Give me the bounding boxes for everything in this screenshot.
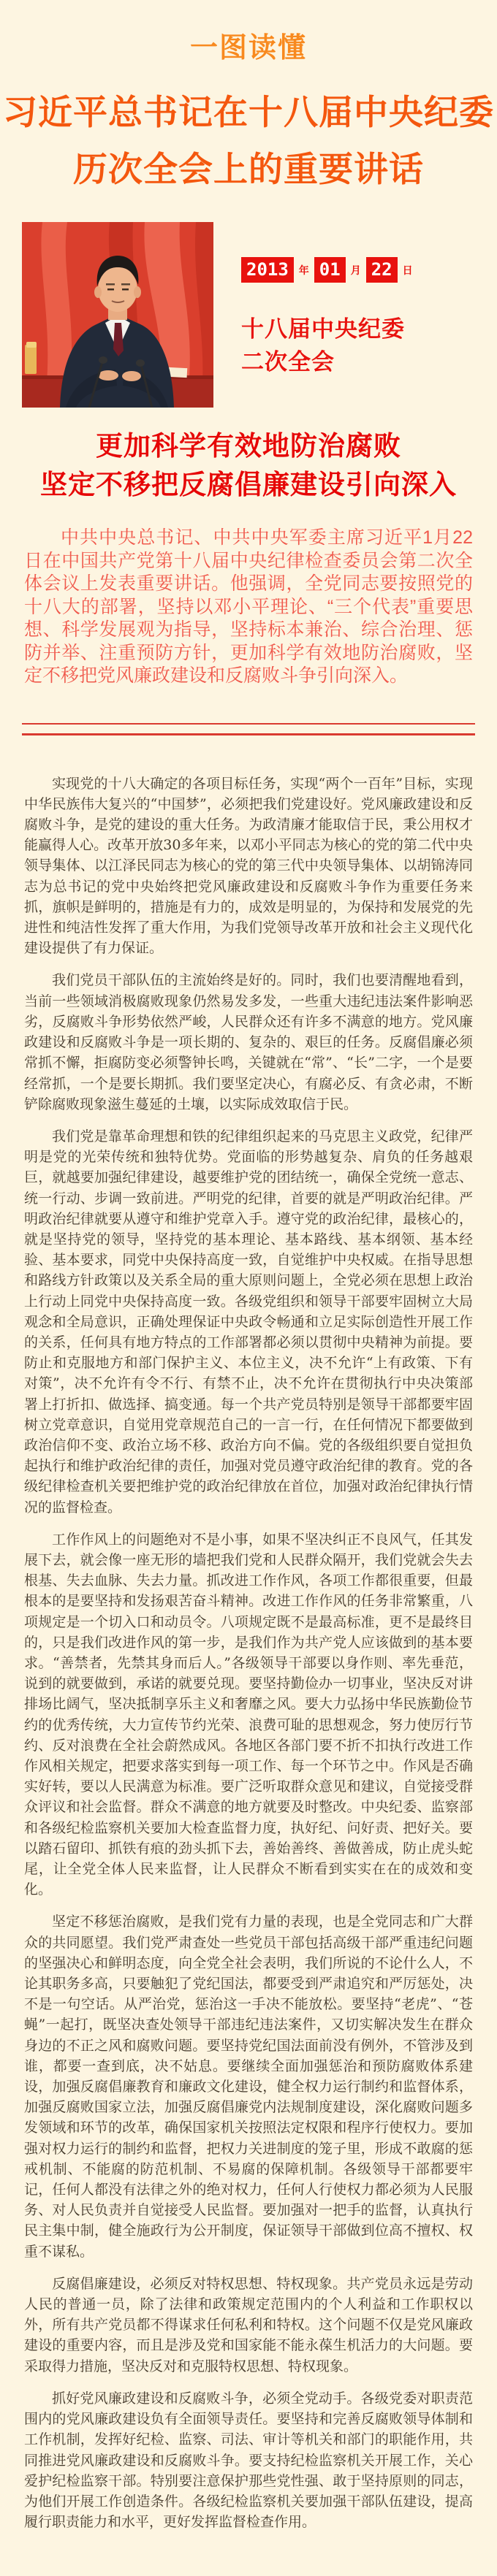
session-name-line2: 二次全会 (241, 349, 335, 375)
page-title (0, 84, 497, 197)
body-paragraph-1: 实现党的十八大确定的各项目标任务，实现“两个一百年”目标，实现中华民族伟大复兴的“中国梦”，必须把我们党建设好。党风廉政建设和反腐败斗争，是党的建设的重大任务。为政清廉才能取信于民，秉公用权才能赢得人心。改革开放30多年来，以邓小平同志为核心的党的第二代中央领导集体、以江泽民同志为核心的党的第三代中央领导集体、以胡锦涛同志为总书记的党中央始终把党风廉政建设和反腐败斗争作为重要任务来抓，旗帜是鲜明的，措施是有力的，成效是明显的，为保持和发展党的先进性和纯洁性发挥了重大作用，为我们党领导改革开放和社会主义现代化建设提供了有力保证。 (24, 775, 473, 957)
body-paragraph-3: 我们党是靠革命理想和铁的纪律组织起来的马克思主义政党，纪律严明是党的光荣传统和独特优势。党面临的形势越复杂、肩负的任务越艰巨，就越要加强纪律建设，越要维护党的团结统一，确保全党统一意志、统一行动、步调一致前进。严明党的纪律，首要的就是严明政治纪律。严明政治纪律就要从遵守和维护党章入手。遵守党的政治纪律，最核心的，就是坚持党的领导，坚持党的基本理论、基本路线、基本纲领、基本经验、基本要求，同党中央保持高度一致，自觉维护中央权威。在指导思想和路线方针政策以及关系全局的重大原则问题上，全党必须在思想上政治上行动上同党中央保持高度一致。各级党组织和领导干部要牢固树立大局观念和全局意识，正确处理保证中央政令畅通和立足实际创造性开展工作的关系，任何具有地方特点的工作部署都必须以贯彻中央精神为前提。要防止和克服地方和部门保护主义、本位主义，决不允许“上有政策、下有对策”，决不允许有令不行、有禁不止，决不允许在贯彻执行中央决策部署上打折扣、做选择、搞变通。每一个共产党员特别是领导干部都要牢固树立党章意识，自觉用党章规范自己的一言一行，在任何情况下都要做到政治信仰不变、政治立场不移、政治方向不偏。党的各级组织要自觉担负起执行和维护政治纪律的责任，加强对党员遵守政治纪律的教育。党的各级纪律检查机关要把维护党的政治纪律放在首位，加强对政治纪律执行情况的监督检查。 (24, 1128, 473, 1516)
body-paragraph-5: 坚定不移惩治腐败，是我们党有力量的表现，也是全党同志和广大群众的共同愿望。我们党严肃查处一些党员干部包括高级干部严重违纪问题的坚强决心和鲜明态度，向全党全社会表明，我们所说的不论什么人，不论其职务多高，只要触犯了党纪国法，都要受到严肃追究和严厉惩处，决不是一句空话。从严治党，惩治这一手决不能放松。要坚持“老虎”、“苍蝇”一起打，既坚决查处领导干部违纪违法案件，又切实解决发生在群众身边的不正之风和腐败问题。要坚持党纪国法面前没有例外，不管涉及到谁，都要一查到底，决不姑息。要继续全面加强惩治和预防腐败体系建设，加强反腐倡廉教育和廉政文化建设，健全权力运行制约和监督体系，加强反腐败国家立法，加强反腐倡廉党内法规制度建设，深化腐败问题多发领域和环节的改革，确保国家机关按照法定权限和程序行使权力。要加强对权力运行的制约和监督，把权力关进制度的笼子里，形成不敢腐的惩戒机制、不能腐的防范机制、不易腐的保障机制。各级领导干部都要牢记，任何人都没有法律之外的绝对权力，任何人行使权力都必须为人民服务、对人民负责并自觉接受人民监督。要加强对一把手的监督，认真执行民主集中制，健全施政行为公开制度，保证领导干部做到位高不擅权、权重不谋私。 (24, 1914, 473, 2260)
date-month-unit: 月 (350, 264, 361, 276)
session-name-line1: 十八届中央纪委 (241, 316, 405, 343)
session-name (241, 313, 413, 379)
section-divider (22, 723, 475, 735)
bottom-whitespace (0, 2532, 497, 2576)
page-title-line2: 历次全会上的重要讲话 (73, 149, 424, 188)
xi-jinping-photo (22, 222, 213, 408)
body-paragraph-4: 工作作风上的问题绝对不是小事，如果不坚决纠正不良风气，任其发展下去，就会像一座无形的墙把我们党和人民群众隔开，我们党就会失去根基、失去血脉、失去力量。抓改进工作作风，各项工作都很重要，但最根本的是要坚持和发扬艰苦奋斗精神。改进工作作风的任务非常繁重，八项规定是一个切入口和动员令。八项规定既不是最高标准，更不是最终目的，只是我们改进作风的第一步，是我们作为共产党人应该做到的基本要求。“善禁者，先禁其身而后人。”各级领导干部要以身作则、率先垂范，说到的就要做到，承诺的就要兑现。要坚持勤俭办一切事业，坚决反对讲排场比阔气，坚决抵制享乐主义和奢靡之风。要大力弘扬中华民族勤俭节约的优秀传统，大力宣传节约光荣、浪费可耻的思想观念，努力使厉行节约、反对浪费在全社会蔚然成风。各地区各部门要不折不扣执行改进工作作风相关规定，把要求落实到每一项工作、每一个环节之中。作风是否确实好转，要以人民满意为标准。要广泛听取群众意见和建议，自觉接受群众评议和社会监督。群众不满意的地方就要及时整改。中央纪委、监察部和各级纪检监察机关要加大检查监督力度，执好纪、问好责、把好关。要以踏石留印、抓铁有痕的劲头抓下去，善始善终、善做善成，防止虎头蛇尾，让全党全体人民来监督，让人民群众不断看到实实在在的成效和变化。 (24, 1531, 473, 1898)
speech-subtitle (0, 428, 497, 505)
speech-body (24, 773, 473, 2533)
body-paragraph-2: 我们党员干部队伍的主流始终是好的。同时，我们也要清醒地看到，当前一些领域消极腐败现象仍然易发多发，一些重大违纪违法案件影响恶劣，反腐败斗争形势依然严峻，人民群众还有许多不满意的地方。党风廉政建设和反腐败斗争是一项长期的、复杂的、艰巨的任务。反腐倡廉必须常抓不懈，拒腐防变必须警钟长鸣，关键就在“常”、“长”二字，一个是要经常抓，一个是要长期抓。我们要坚定决心，有腐必反、有贪必肃，不断铲除腐败现象滋生蔓延的土壤，以实际成效取信于民。 (24, 972, 473, 1112)
date-year-badge: 2013 (241, 257, 294, 283)
date-year-unit: 年 (298, 264, 309, 276)
date-day-unit: 日 (402, 264, 413, 276)
intro-paragraph: 中共中央总书记、中共中央军委主席习近平1月22日在中国共产党第十八届中央纪律检查委员会第二次全体会议上发表重要讲话。他强调，全党同志要按照党的十八大的部署，坚持以邓小平理论、“三个代表”重要思想、科学发展观为指导，坚持标本兼治、综合治理、惩防并举、注重预防方针，更加科学有效地防治腐败，坚定不移把党风廉政建设和反腐败斗争引向深入。 (24, 527, 473, 687)
body-paragraph-7: 抓好党风廉政建设和反腐败斗争，必须全党动手。各级党委对职责范围内的党风廉政建设负有全面领导责任。要坚持和完善反腐败领导体制和工作机制，发挥好纪检、监察、司法、审计等机关和部门的职能作用，共同推进党风廉政建设和反腐败斗争。要支持纪检监察机关开展工作，关心爱护纪检监察干部。特别要注意保护那些党性强、敢于坚持原则的同志，为他们开展工作创造条件。各级纪检监察机关要加强干部队伍建设，提高履行职责能力和水平，更好发挥监督检查作用。 (24, 2390, 473, 2531)
session-date (241, 257, 413, 283)
date-day-badge: 22 (366, 257, 398, 283)
photo-illustration (22, 222, 213, 408)
session-block (22, 222, 475, 408)
kicker-text: 一图读懂 (189, 33, 307, 64)
speech-subtitle-line1: 更加科学有效地防治腐败 (96, 432, 401, 462)
session-info (241, 222, 413, 408)
date-month-badge: 01 (314, 257, 346, 283)
body-paragraph-6: 反腐倡廉建设，必须反对特权思想、特权现象。共产党员永远是劳动人民的普通一员，除了法律和政策规定范围内的个人利益和工作职权以外，所有共产党员都不得谋求任何私利和特权。这个问题不仅是党风廉政建设的重要内容，而且是涉及党和国家能不能永葆生机活力的大问题。要采取得力措施，坚决反对和克服特权思想、特权现象。 (24, 2275, 473, 2374)
speech-subtitle-line2: 坚定不移把反腐倡廉建设引向深入 (40, 470, 457, 500)
page-title-line1: 习近平总书记在十八届中央纪委 (3, 93, 494, 131)
